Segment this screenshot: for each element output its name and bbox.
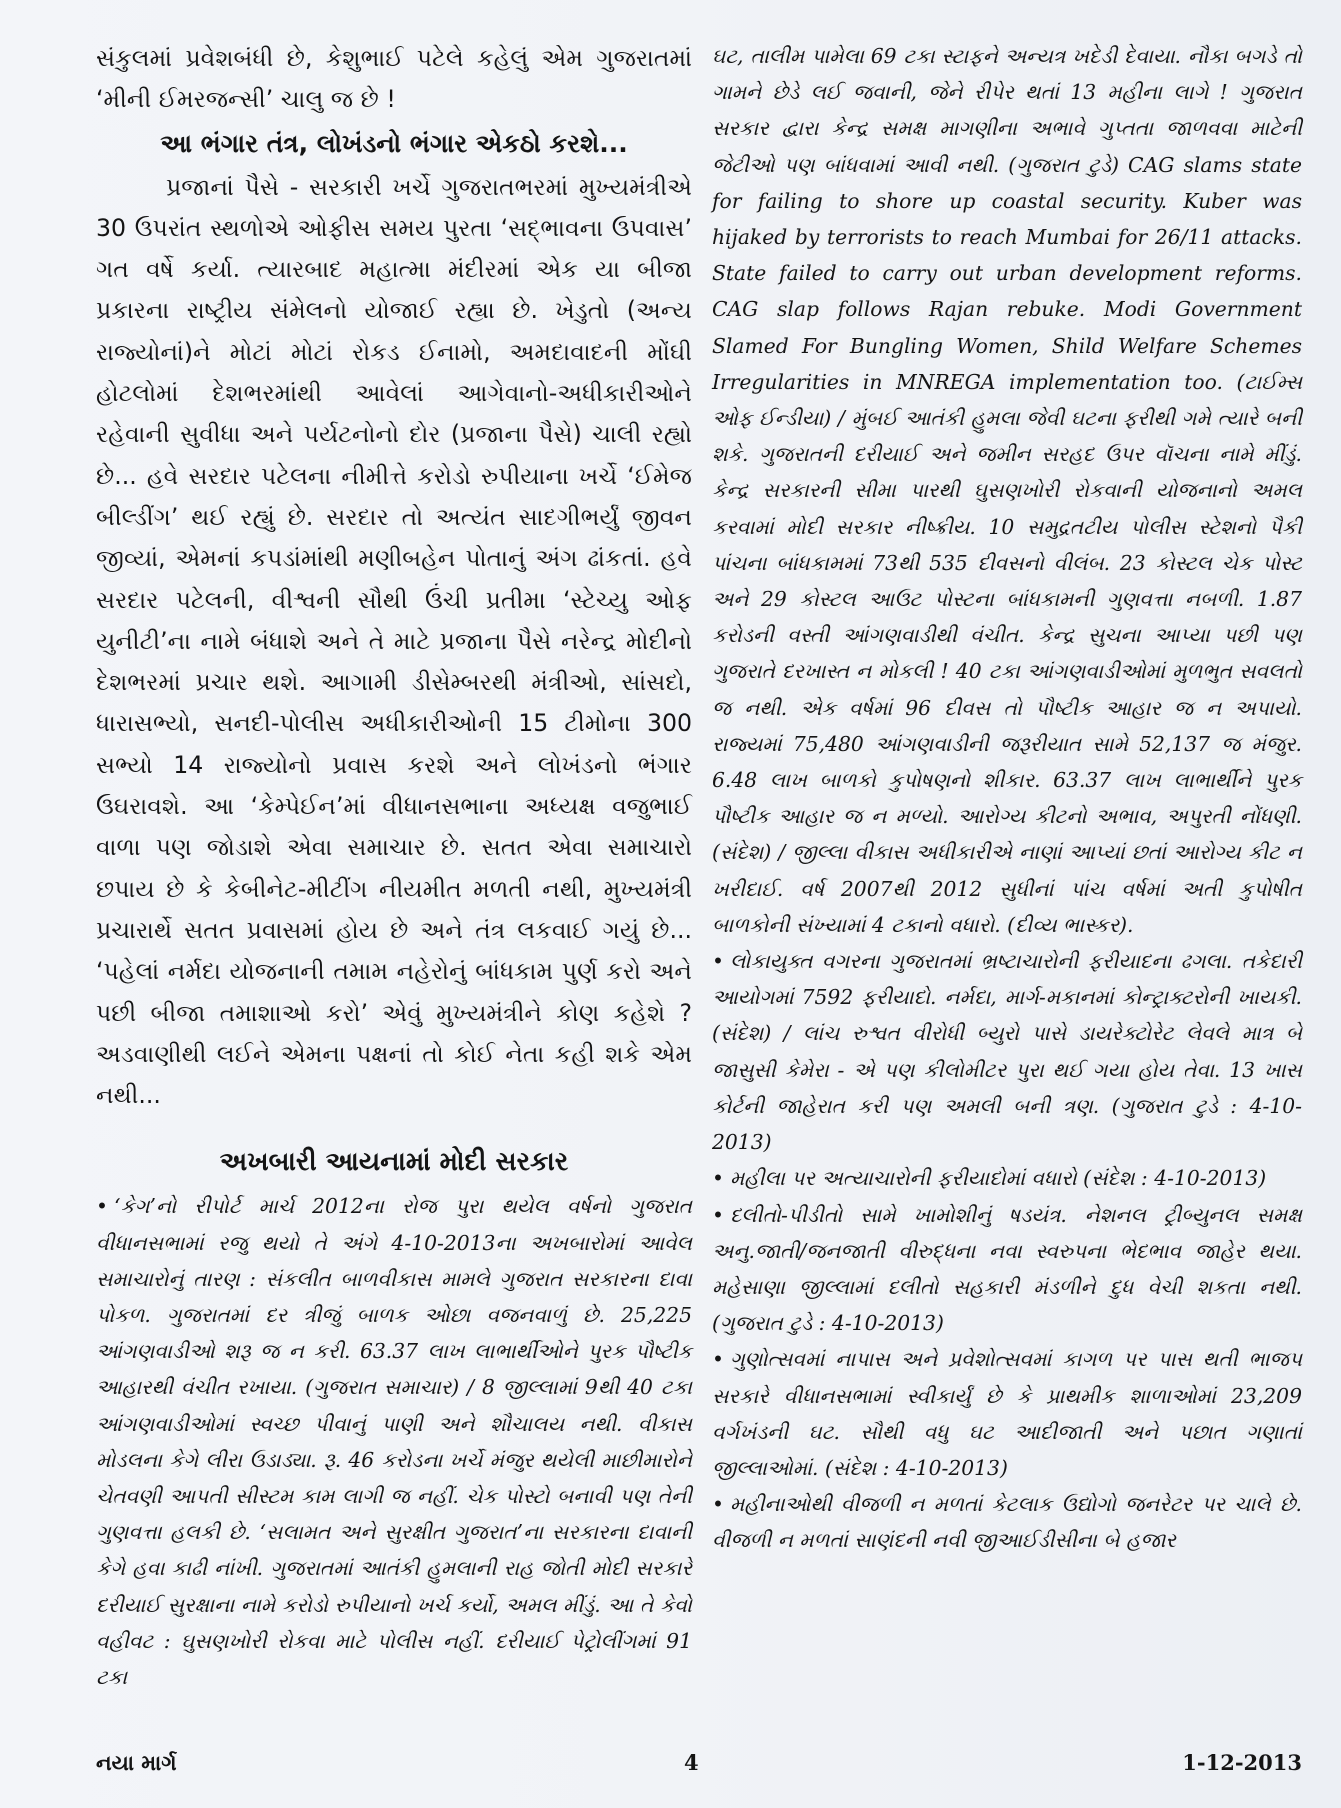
bullet-item [712,1160,1302,1196]
bullet-text: મહીનાઓથી વીજળી ન મળતાં કેટલાક ઉદ્યોગો જનરેટર પર ચાલે છે. વીજળી ન મળતાં સાણંદની નવી જીઆઈડીસીના બે હજાર [712,1492,1302,1553]
bullet-item [712,943,1302,1160]
right-paragraph-1: ઘટ, તાલીમ પામેલા 69 ટકા સ્ટાફને અન્યત્ર ખદેડી દેવાયા. નૌકા બગડે તો ગામને છેડે લઈ જવાની, જેને રીપેર થતાં 13 મહીના લાગે ! ગુજરાત સરકાર દ્વારા કેન્દ્ર સમક્ષ માગણીના અભાવે ગુપ્તતા જાળવવા માટેની જેટીઓ પણ બાંધવામાં આવી નથી. (ગુજરાત ટુડે) CAG slams state for failing to shore up coastal security. Kuber was hijaked by terrorists to reach Mumbai for 26/11 attacks. State failed to carry out urban development reforms. CAG slap follows Rajan rebuke. Modi Government Slamed For Bungling Women, Shild Welfare Schemes Irregularities in MNREGA implementation too. (ટાઈમ્સ ઓફ ઈન્ડીયા) / મુંબઈ આતંકી હુમલા જેવી ઘટના ફરીથી ગમે ત્યારે બની શકે. ગુજરાતની દરીયાઈ અને જમીન સરહદ ઉપર વૉચના નામે મીંડું. કેન્દ્ર સરકારની સીમા પારથી ઘુસણખોરી રોકવાની યોજનાનો અમલ કરવામાં મોદી સરકાર નીષ્ક્રીય. 10 સમુદ્રતટીય પોલીસ સ્ટેશનો પૈકી પાંચના બાંધકામમાં 73થી 535 દીવસનો વીલંબ. 23 કોસ્ટલ ચેક પોસ્ટ અને 29 કોસ્ટલ આઉટ પોસ્ટના બાંધકામની ગુણવત્તા નબળી. 1.87 કરોડની વસ્તી આંગણવાડીથી વંચીત. કેન્દ્ર સુચના આપ્યા પછી પણ ગુજરાતે દરખાસ્ત ન મોકલી ! 40 ટકા આંગણવાડીઓમાં મુળભુત સવલતો જ નથી. એક વર્ષમાં 96 દીવસ તો પૌષ્ટીક આહાર જ ન અપાયો. રાજ્યમાં 75,480 આંગણવાડીની જરૂરીયાત સામે 52,137 જ મંજુર. 6.48 લાખ બાળકો કુપોષણનો શીકાર. 63.37 લાખ લાભાર્થીને પુરક પૌષ્ટીક આહાર જ ન મળ્યો. આરોગ્ય કીટનો અભાવ, અપુરતી નોંધણી. (સંદેશ) / જીલ્લા વીકાસ અધીકારીએ નાણાં આપ્યાં છતાં આરોગ્ય કીટ ન ખરીદાઈ. વર્ષ 2007થી 2012 સુધીનાં પાંચ વર્ષમાં અતી કુપોષીત બાળકોની સંખ્યામાં 4 ટકાનો વધારો. (દીવ્ય ભાસ્કર). [712,44,1302,937]
section-paragraph-text: ‘કેગ’નો રીપોર્ટ માર્ચ 2012ના રોજ પુરા થયેલ વર્ષનો ગુજરાત વીધાનસભામાં રજુ થયો તે અંગે 4-10-2013ના અખબારોમાં આવેલ સમાચારોનું તારણ : સંકલીત બાળવીકાસ મામલે ગુજરાત સરકારના દાવા પોકળ. ગુજરાતમાં દર ત્રીજું બાળક ઓછા વજનવાળું છે. 25,225 આંગણવાડીઓ શરૂ જ ન કરી. 63.37 લાખ લાભાર્થીઓને પુરક પૌષ્ટીક આહારથી વંચીત રખાયા. (ગુજરાત સમાચાર) / 8 જીલ્લામાં 9થી 40 ટકા આંગણવાડીઓમાં સ્વચ્છ પીવાનું પાણી અને શૌચાલય નથી. વીકાસ મોડલના કેગે લીરા ઉડાડ્યા. રૂ. 46 કરોડના ખર્ચે મંજુર થયેલી માછીમારોને ચેતવણી આપતી સીસ્ટમ કામ લાગી જ નહીં. ચેક પોસ્ટો બનાવી પણ તેની ગુણવત્તા હલકી છે. ‘સલામત અને સુરક્ષીત ગુજરાત’ના સરકારના દાવાની કેગે હવા કાઢી નાંખી. ગુજરાતમાં આતંકી હુમલાની રાહ જોતી મોદી સરકારે દરીયાઈ સુરક્ષાના નામે કરોડો રુપીયાનો ખર્ચ કર્યો, અમલ મીંડું. આ તે કેવો વહીવટ : ઘુસણખોરી રોકવા માટે પોલીસ નહીં. દરીયાઈ પેટ્રોલીંગમાં 91 ટકા [96,1194,692,1690]
bullet-marker: • [712,1492,724,1517]
subheading: આ ભંગાર તંત્ર, લોખંડનો ભંગાર એકઠો કરશે... [160,128,628,158]
bullet-marker: • [712,1347,724,1372]
issue-date: 1-12-2013 [1182,1750,1302,1775]
main-paragraph: પ્રજાનાં પૈસે - સરકારી ખર્ચે ગુજરાતભરમાં મુખ્યમંત્રીએ 30 ઉપરાંત સ્થળોએ ઓફીસ સમય પુરતા ‘સદ્ભાવના ઉપવાસ’ ગત વર્ષે કર્યા. ત્યારબાદ મહાત્મા મંદીરમાં એક યા બીજા પ્રકારના રાષ્ટ્રીય સંમેલનો યોજાઈ રહ્યા છે. ખેડુતો (અન્ય રાજ્યોનાં)ને મોટાં મોટાં રોકડ ઈનામો, અમદાવાદની મોંઘી હોટલોમાં દેશભરમાંથી આવેલાં આગેવાનો-અધીકારીઓને રહેવાની સુવીધા અને પર્યટનોનો દોર (પ્રજાના પૈસે) ચાલી રહ્યો છે... હવે સરદાર પટેલના નીમીત્તે કરોડો રુપીયાના ખર્ચે ‘ઈમેજ બીલ્ડીંગ’ થઈ રહ્યું છે. સરદાર તો અત્યંત સાદગીભર્યું જીવન જીવ્યાં, એમનાં કપડાંમાંથી મણીબહેન પોતાનું અંગ ઢાંકતાં. હવે સરદાર પટેલની, વીશ્વની સૌથી ઉંચી પ્રતીમા ‘સ્ટેચ્યુ ઓફ યુનીટી’ના નામે બંધાશે અને તે માટે પ્રજાના પૈસે નરેન્દ્ર મોદીનો દેશભરમાં પ્રચાર થશે. આગામી ડીસેમ્બરથી મંત્રીઓ, સાંસદો, ધારાસભ્યો, સનદી-પોલીસ અધીકારીઓની 15 ટીમોના 300 સભ્યો 14 રાજ્યોનો પ્રવાસ કરશે અને લોખંડનો ભંગાર ઉઘરાવશે. આ ‘કેમ્પેઈન’માં વીધાનસભાના અધ્યક્ષ વજુભાઈ વાળા પણ જોડાશે એવા સમાચાર છે. સતત એવા સમાચારો છપાય છે કે કેબીનેટ-મીટીંગ નીયમીત મળતી નથી, મુખ્યમંત્રી પ્રચારાર્થે સતત પ્રવાસમાં હોય છે અને તંત્ર લકવાઈ ગયું છે... ‘પહેલાં નર્મદા યોજનાની તમામ નહેરોનું બાંધકામ પુર્ણ કરો અને પછી બીજા તમાશાઓ કરો’ એવું મુખ્યમંત્રીને કોણ કહેશે ? અડવાણીથી લઈને એમના પક્ષનાં તો કોઈ નેતા કહી શકે એમ નથી... [96,172,692,1110]
bullet-marker: • [712,1166,724,1191]
bullet-marker: • [712,1202,724,1227]
left-column [96,38,692,1695]
section-paragraph [96,1188,692,1695]
right-column [712,38,1302,1559]
bullet-marker: • [712,949,724,974]
bullet-text: દલીતો-પીડીતો સામે ખામોશીનું ષડયંત્ર. નેશનલ ટ્રીબ્યુનલ સમક્ષ અનુ.જાતી/જનજાતી વીરુદ્ધના નવા સ્વરુપના ભેદભાવ જાહેર થયા. મહેસાણા જીલ્લામાં દલીતો સહકારી મંડળીને દુધ વેચી શકતા નથી. (ગુજરાત ટુડે : 4-10-2013) [712,1202,1302,1336]
bullet-item [712,1197,1302,1342]
bullet-text: લોકાયુક્ત વગરના ગુજરાતમાં ભ્રષ્ટાચારોની ફરીયાદના ઢગલા. તકેદારી આયોગમાં 7592 ફરીયાદો. નર્મદા, માર્ગ-મકાનમાં કોન્ટ્રાક્ટરોની ખાયકી. (સંદેશ) / લાંચ રુશ્વત વીરોધી બ્યુરો પાસે ડાયરેક્ટોરેટ લેવલે માત્ર બે જાસુસી કેમેરા - એ પણ કીલોમીટર પુરા થઈ ગયા હોય તેવા. 13 ખાસ કોર્ટની જાહેરાત કરી પણ અમલી બની ત્રણ. (ગુજરાત ટુડે : 4-10- 2013) [712,949,1302,1155]
lead-paragraph: સંકુલમાં પ્રવેશબંધી છે, કેશુભાઈ પટેલે કહેલું એમ ગુજરાતમાં ‘મીની ઈમરજન્સી’ ચાલુ જ છે ! [96,44,692,114]
publication-name: નયા માર્ગ [96,1750,177,1775]
bullet-marker: • [96,1194,108,1219]
bullet-text: ગુણોત્સવમાં નાપાસ અને પ્રવેશોત્સવમાં કાગળ પર પાસ થતી ભાજપ સરકારે વીધાનસભામાં સ્વીકાર્યું છે કે પ્રાથમીક શાળાઓમાં 23,209 વર્ગખંડની ઘટ. સૌથી વધુ ઘટ આદીજાતી અને પછાત ગણાતાં જીલ્લાઓમાં. (સંદેશ : 4-10-2013) [712,1347,1302,1480]
bullet-item [712,1486,1302,1558]
page-number: 4 [684,1750,699,1775]
bullet-item [712,1341,1302,1486]
bullet-text: મહીલા પર અત્યાચારોની ફરીયાદોમાં વધારો (સંદેશ : 4-10-2013) [729,1166,1267,1191]
page-footer [96,1750,1302,1780]
section-title: અખબારી આયનામાં મોદી સરકાર [219,1147,569,1178]
